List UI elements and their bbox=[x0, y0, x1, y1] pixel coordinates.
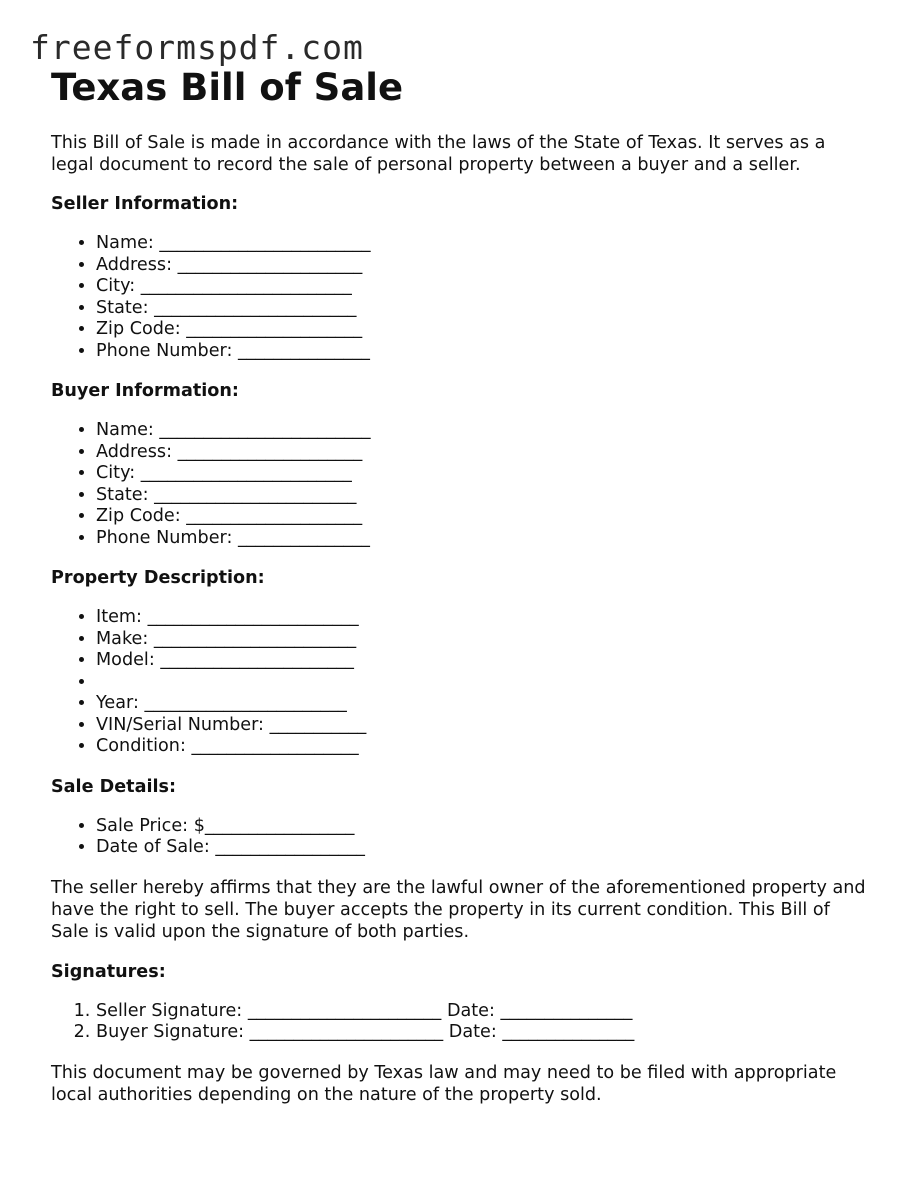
sale-heading: Sale Details: bbox=[51, 776, 177, 797]
sale-list bbox=[51, 816, 871, 859]
property-heading: Property Description: bbox=[51, 568, 265, 588]
seller-list bbox=[51, 233, 871, 362]
property-condition-field[interactable]: • Condition: ___________________ bbox=[96, 736, 871, 758]
buyer-zip-field[interactable]: • Zip Code: ____________________ bbox=[96, 506, 871, 528]
page-title: Texas Bill of Sale bbox=[51, 66, 404, 109]
property-empty-item bbox=[96, 672, 871, 694]
seller-address-field[interactable]: • Address: _____________________ bbox=[96, 255, 871, 277]
buyer-phone-field[interactable]: • Phone Number: _______________ bbox=[96, 528, 871, 550]
signatures-list bbox=[51, 1001, 871, 1044]
buyer-name-field[interactable]: • Name: ________________________ bbox=[96, 420, 871, 442]
seller-name-field[interactable]: • Name: ________________________ bbox=[96, 233, 871, 255]
buyer-state-field[interactable]: • State: _______________________ bbox=[96, 485, 871, 507]
buyer-city-field[interactable]: • City: ________________________ bbox=[96, 463, 871, 485]
buyer-signature-field[interactable]: 2. Buyer Signature: ______________________ Date: _______________ bbox=[96, 1022, 871, 1044]
property-list bbox=[51, 607, 871, 758]
buyer-address-field[interactable]: • Address: _____________________ bbox=[96, 442, 871, 464]
intro-paragraph: This Bill of Sale is made in accordance with the laws of the State of Texas. It serves as a legal document to record the sale of personal property between a buyer and a seller. bbox=[51, 133, 826, 175]
watermark: freeformspdf.com bbox=[30, 28, 364, 67]
document-body bbox=[51, 66, 871, 1106]
seller-phone-field[interactable]: • Phone Number: _______________ bbox=[96, 341, 871, 363]
property-vin-field[interactable]: • VIN/Serial Number: ___________ bbox=[96, 715, 871, 737]
closing-paragraph: This document may be governed by Texas law and may need to be filed with appropriate local authorities depending on the nature of the property sold. bbox=[51, 1062, 837, 1105]
property-make-field[interactable]: • Make: _______________________ bbox=[96, 629, 871, 651]
property-model-field[interactable]: • Model: ______________________ bbox=[96, 650, 871, 672]
property-item-field[interactable]: • Item: ________________________ bbox=[96, 607, 871, 629]
seller-signature-field[interactable]: 1. Seller Signature: ______________________ Date: _______________ bbox=[96, 1001, 871, 1023]
sale-date-field[interactable]: • Date of Sale: _________________ bbox=[96, 837, 871, 859]
property-year-field[interactable]: • Year: _______________________ bbox=[96, 693, 871, 715]
seller-city-field[interactable]: • City: ________________________ bbox=[96, 276, 871, 298]
signatures-heading: Signatures: bbox=[51, 961, 166, 982]
buyer-list bbox=[51, 420, 871, 549]
seller-heading: Seller Information: bbox=[51, 194, 239, 214]
sale-price-field[interactable]: • Sale Price: $_________________ bbox=[96, 816, 871, 838]
buyer-heading: Buyer Information: bbox=[51, 381, 239, 401]
seller-state-field[interactable]: • State: _______________________ bbox=[96, 298, 871, 320]
affirmation-paragraph: The seller hereby affirms that they are the lawful owner of the aforementioned property and have the right to sell. The buyer accepts the property in its current condition. This Bill of Sale is valid upon the signature of both parties. bbox=[51, 877, 866, 942]
seller-zip-field[interactable]: • Zip Code: ____________________ bbox=[96, 319, 871, 341]
